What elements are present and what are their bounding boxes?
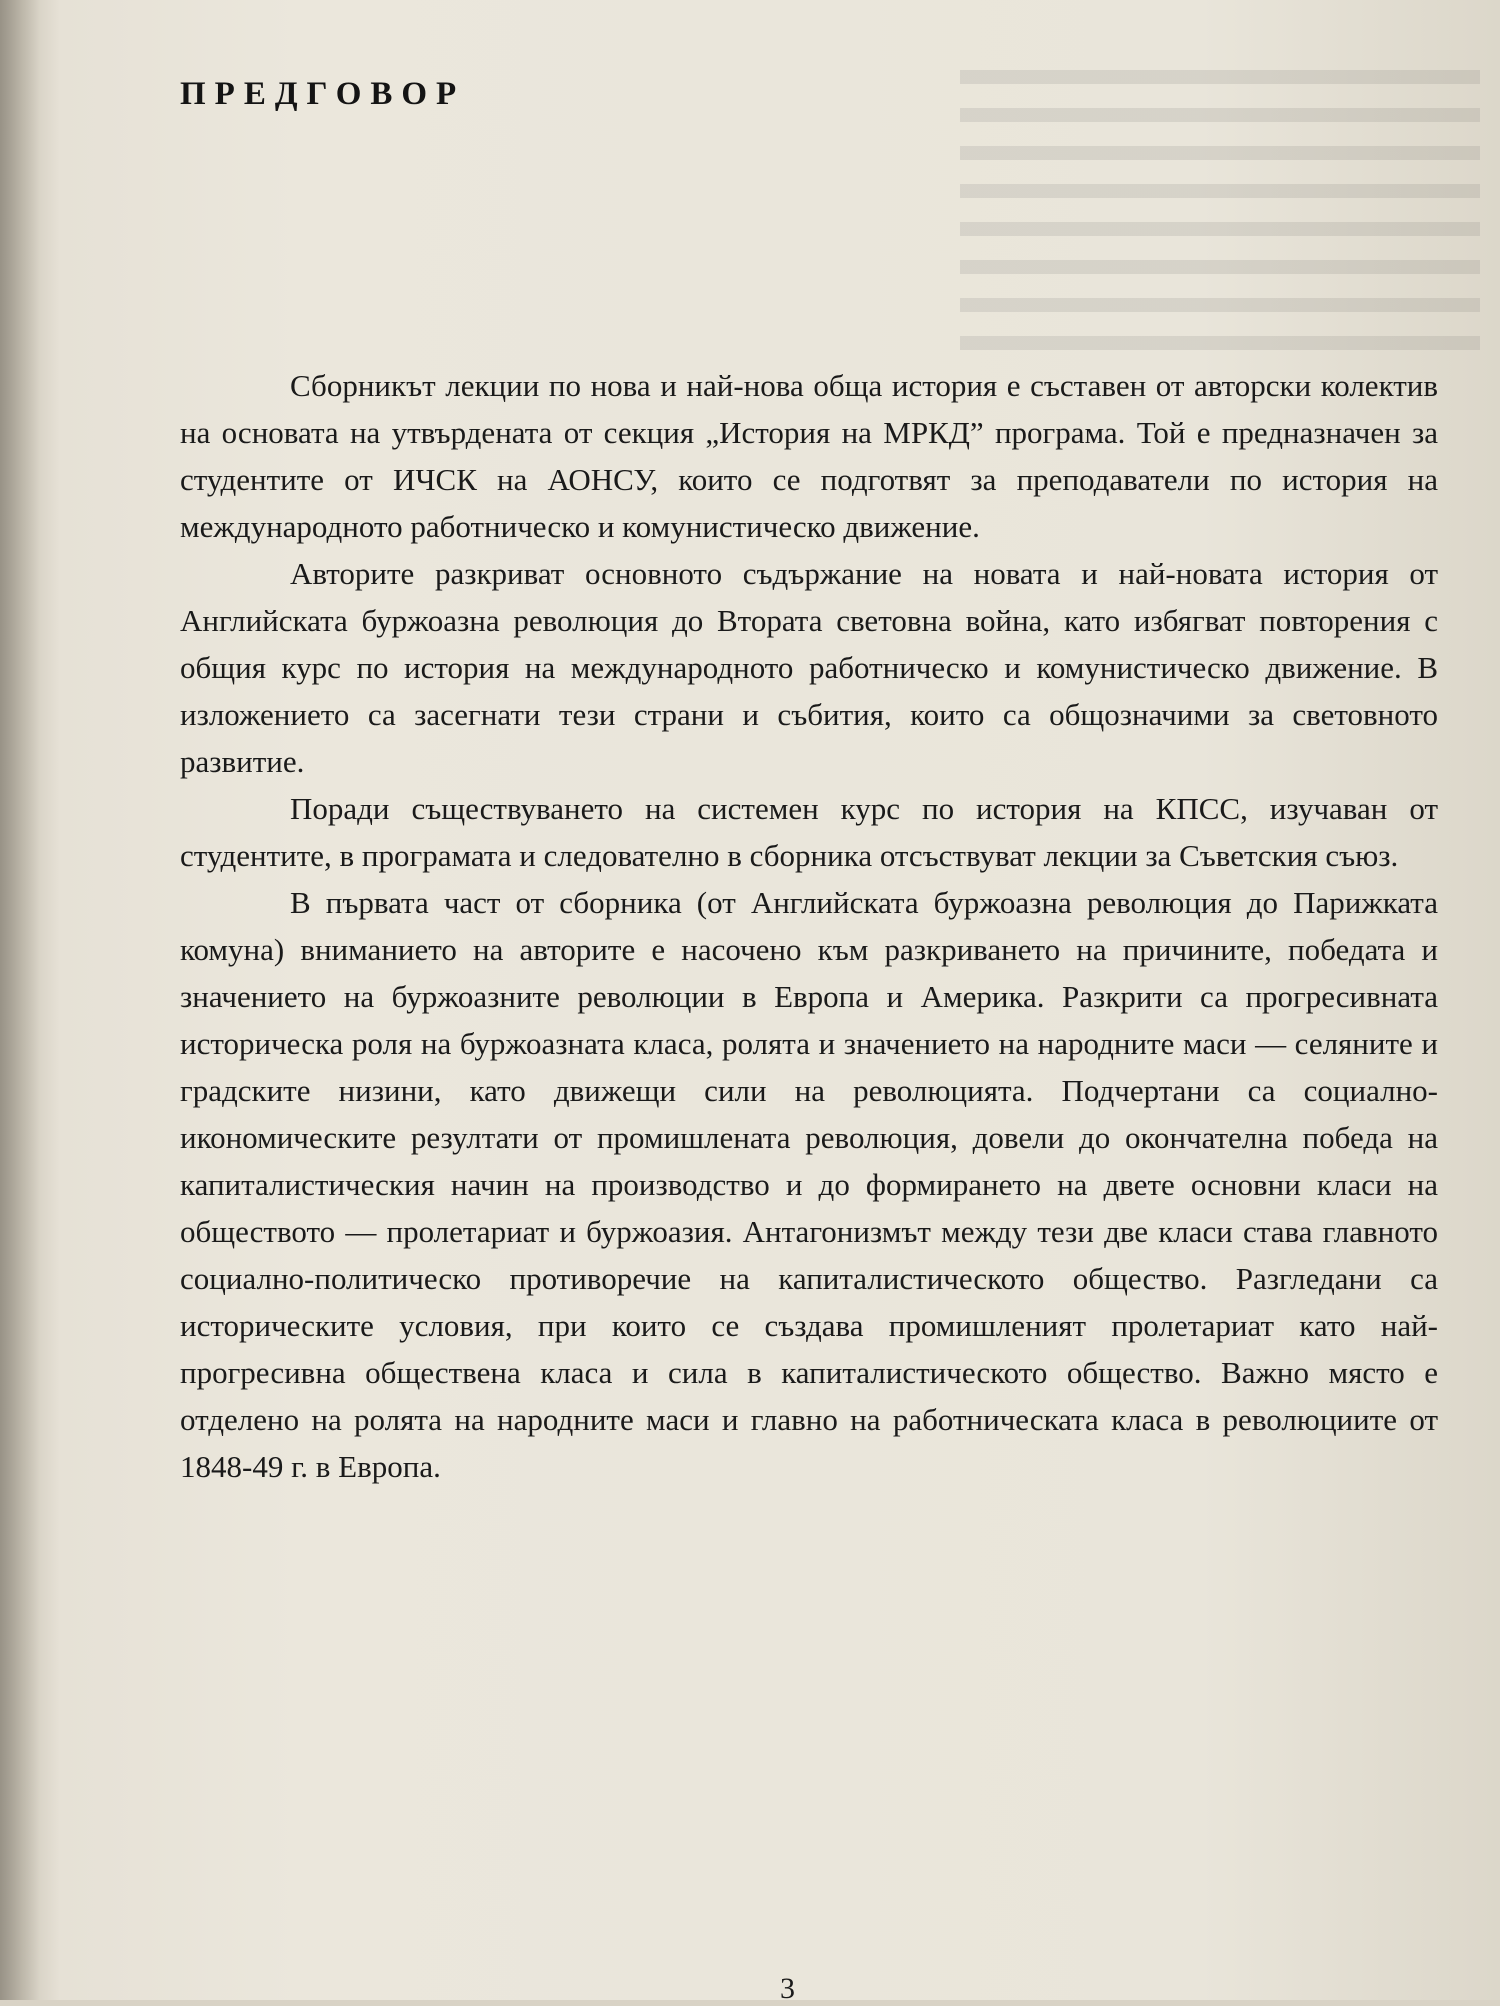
gutter-shadow xyxy=(0,0,40,2000)
paragraph: Авторите разкриват основното съдържание на новата и най-новата история от Английската буржоазна революция до Втората световна война, като избягват повторения с общия курс по история на международното работническо и комунистическо движение. В изложението са засегнати тези страни и събития, които са общозначими за световното развитие. xyxy=(180,556,1438,779)
page-number: 3 xyxy=(780,1972,795,2005)
paragraph: Сборникът лекции по нова и най-нова обща история е съставен от авторски колектив на основата на утвърдената от секция „История на МРКД” програма. Той е предназначен за студентите от ИЧСК на АОНСУ, които се подготвят за преподаватели по история на международното работническо и комунистическо движение. xyxy=(180,368,1438,544)
page-heading: ПРЕДГОВОР xyxy=(180,76,466,112)
paragraph: В първата част от сборника (от Английската буржоазна революция до Парижката комуна) вниманието на авторите е насочено към разкриването на причините, победата и значението на буржоазните революции в Европа и Америка. Разкрити са прогресивната историческа роля на буржоазната класа, ролята и значението на народните маси — селяните и градските низини, като движещи сили на революцията. Подчертани са социално-икономическите резултати от промишлената революция, довели до окончателна победа на капиталистическия начин на производство и до формирането на двете основни класи на обществото — пролетариат и буржоазия. Антагонизмът между тези две класи става главното социално-политическо противоречие на капиталистическото общество. Разгледани са историческите условия, при които се създава промишленият пролетариат като най-прогресивна обществена класа и сила в капиталистическото общество. Важно място е отделено на ролята на народните маси и главно на работническата класа в революциите от 1848-49 г. в Европа. xyxy=(180,885,1438,1484)
show-through-text xyxy=(960,70,1480,360)
paragraph: Поради съществуването на системен курс по история на КПСС, изучаван от студентите, в програмата и следователно в сборника отсъствуват лекции за Съветския съюз. xyxy=(180,791,1438,873)
body-text xyxy=(180,362,1438,1490)
